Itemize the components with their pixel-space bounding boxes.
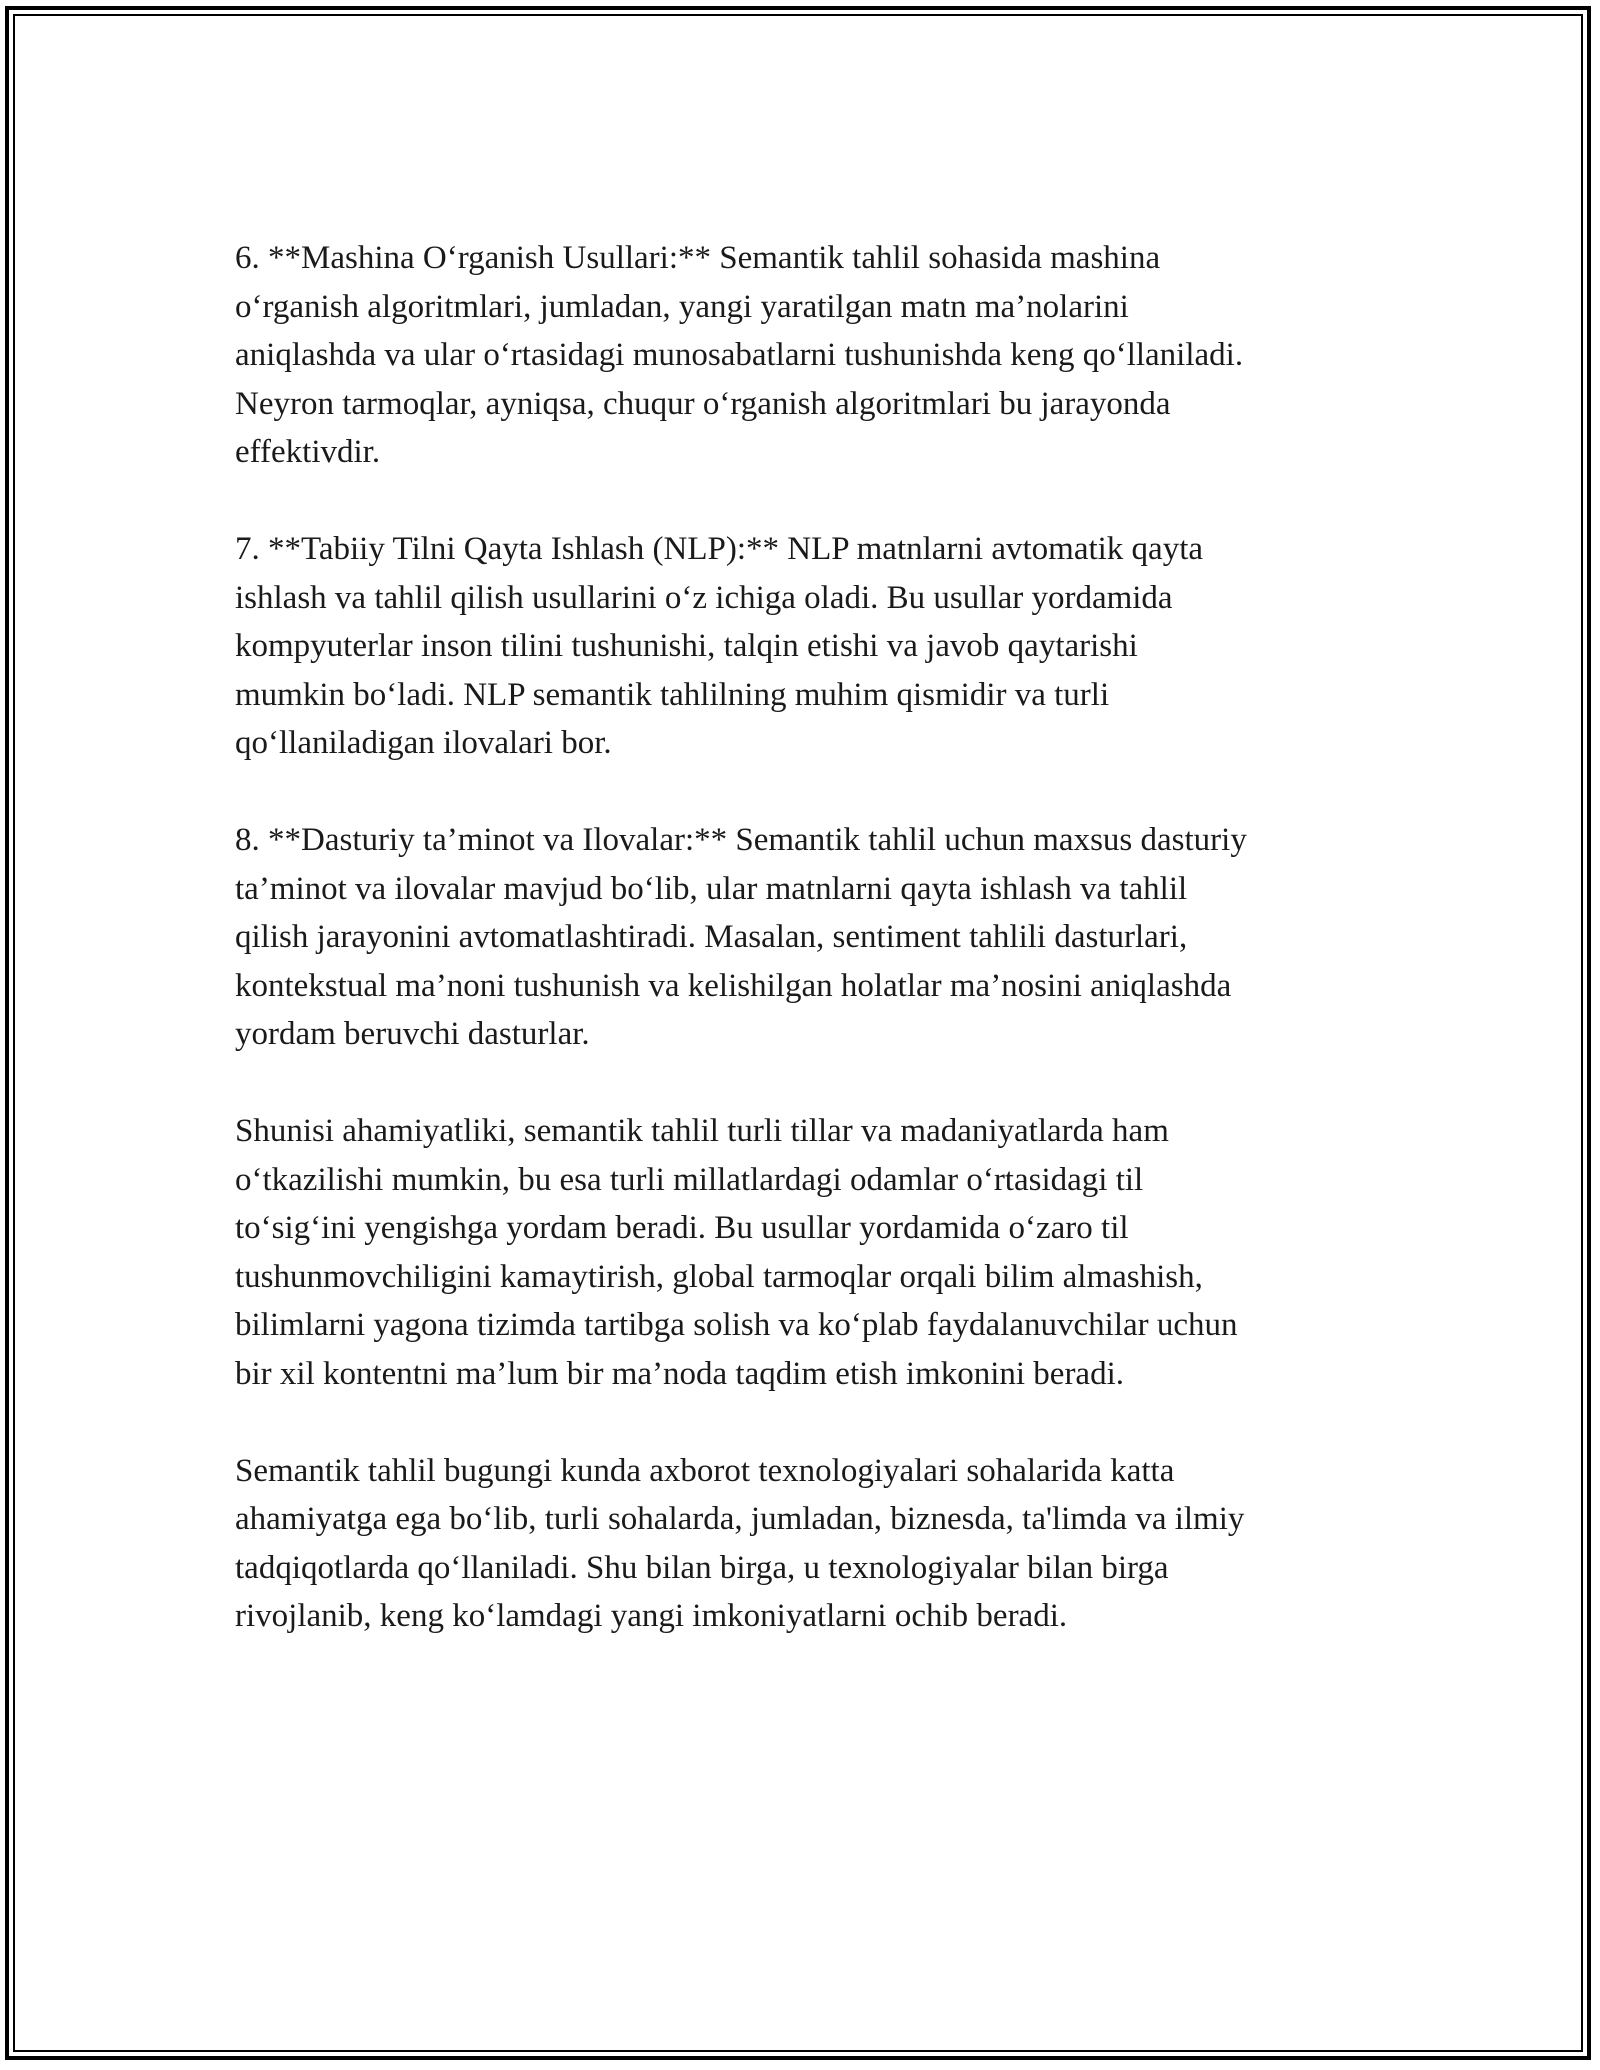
text-line: bilimlarni yagona tizimda tartibga solish va ko‘plab faydalanuvchilar uchun [235,1307,1238,1343]
document-body [235,234,1365,1689]
text-line: qo‘llaniladigan ilovalari bor. [235,725,612,761]
text-line: tushunmovchiligini kamaytirish, global tarmoqlar orqali bilim almashish, [235,1258,1203,1295]
text-line: effektivdir. [235,434,381,470]
text-line: rivojlanib, keng ko‘lamdagi yangi imkoniyatlarni ochib beradi. [235,1598,1068,1634]
text-line: bir xil kontentni ma’lum bir ma’noda taqdim etish imkonini beradi. [235,1355,1125,1392]
text-line: aniqlashda va ular o‘rtasidagi munosabatlarni tushunishda keng qo‘llaniladi. [235,337,1244,373]
paragraph-item-6 [235,234,1365,477]
text-line: to‘sig‘ini yengishga yordam beradi. Bu usullar yordamida o‘zaro til [235,1210,1129,1246]
text-line: 6. **Mashina O‘rganish Usullari:** Semantik tahlil sohasida mashina [235,240,1161,276]
paragraph-conclusion [235,1447,1365,1641]
text-line: ishlash va tahlil qilish usullarini o‘z ichiga oladi. Bu usullar yordamida [235,579,1173,616]
text-line: 8. **Dasturiy ta’minot va Ilovalar:** Semantik tahlil uchun maxsus dasturiy [235,822,1247,858]
text-line: kontekstual ma’noni tushunish va kelishilgan holatlar ma’nosini aniqlashda [235,967,1232,1004]
text-line: 7. **Tabiiy Tilni Qayta Ishlash (NLP):** NLP matnlarni avtomatik qayta [235,531,1204,567]
text-line: o‘tkazilishi mumkin, bu esa turli millatlardagi odamlar o‘rtasidagi til [235,1161,1144,1198]
text-line: ahamiyatga ega bo‘lib, turli sohalarda, jumladan, biznesda, ta'limda va ilmiy [235,1501,1245,1537]
text-line: Semantik tahlil bugungi kunda axborot texnologiyalari sohalarida katta [235,1452,1175,1489]
paragraph-item-7 [235,525,1365,768]
text-line: mumkin bo‘ladi. NLP semantik tahlilning muhim qismidir va turli [235,676,1110,713]
text-line: tadqiqotlarda qo‘llaniladi. Shu bilan birga, u texnologiyalar bilan birga [235,1549,1169,1586]
text-line: yordam beruvchi dasturlar. [235,1016,590,1052]
text-line: qilish jarayonini avtomatlashtiradi. Masalan, sentiment tahlili dasturlari, [235,919,1188,955]
text-line: kompyuterlar inson tilini tushunishi, talqin etishi va javob qaytarishi [235,628,1138,664]
paragraph-importance [235,1107,1365,1398]
text-line: o‘rganish algoritmlari, jumladan, yangi yaratilgan matn ma’nolarini [235,288,1129,325]
text-line: ta’minot va ilovalar mavjud bo‘lib, ular matnlarni qayta ishlash va tahlil [235,870,1188,907]
text-line: Shunisi ahamiyatliki, semantik tahlil turli tillar va madaniyatlarda ham [235,1113,1169,1149]
paragraph-item-8 [235,816,1365,1059]
text-line: Neyron tarmoqlar, ayniqsa, chuqur o‘rganish algoritmlari bu jarayonda [235,385,1171,422]
